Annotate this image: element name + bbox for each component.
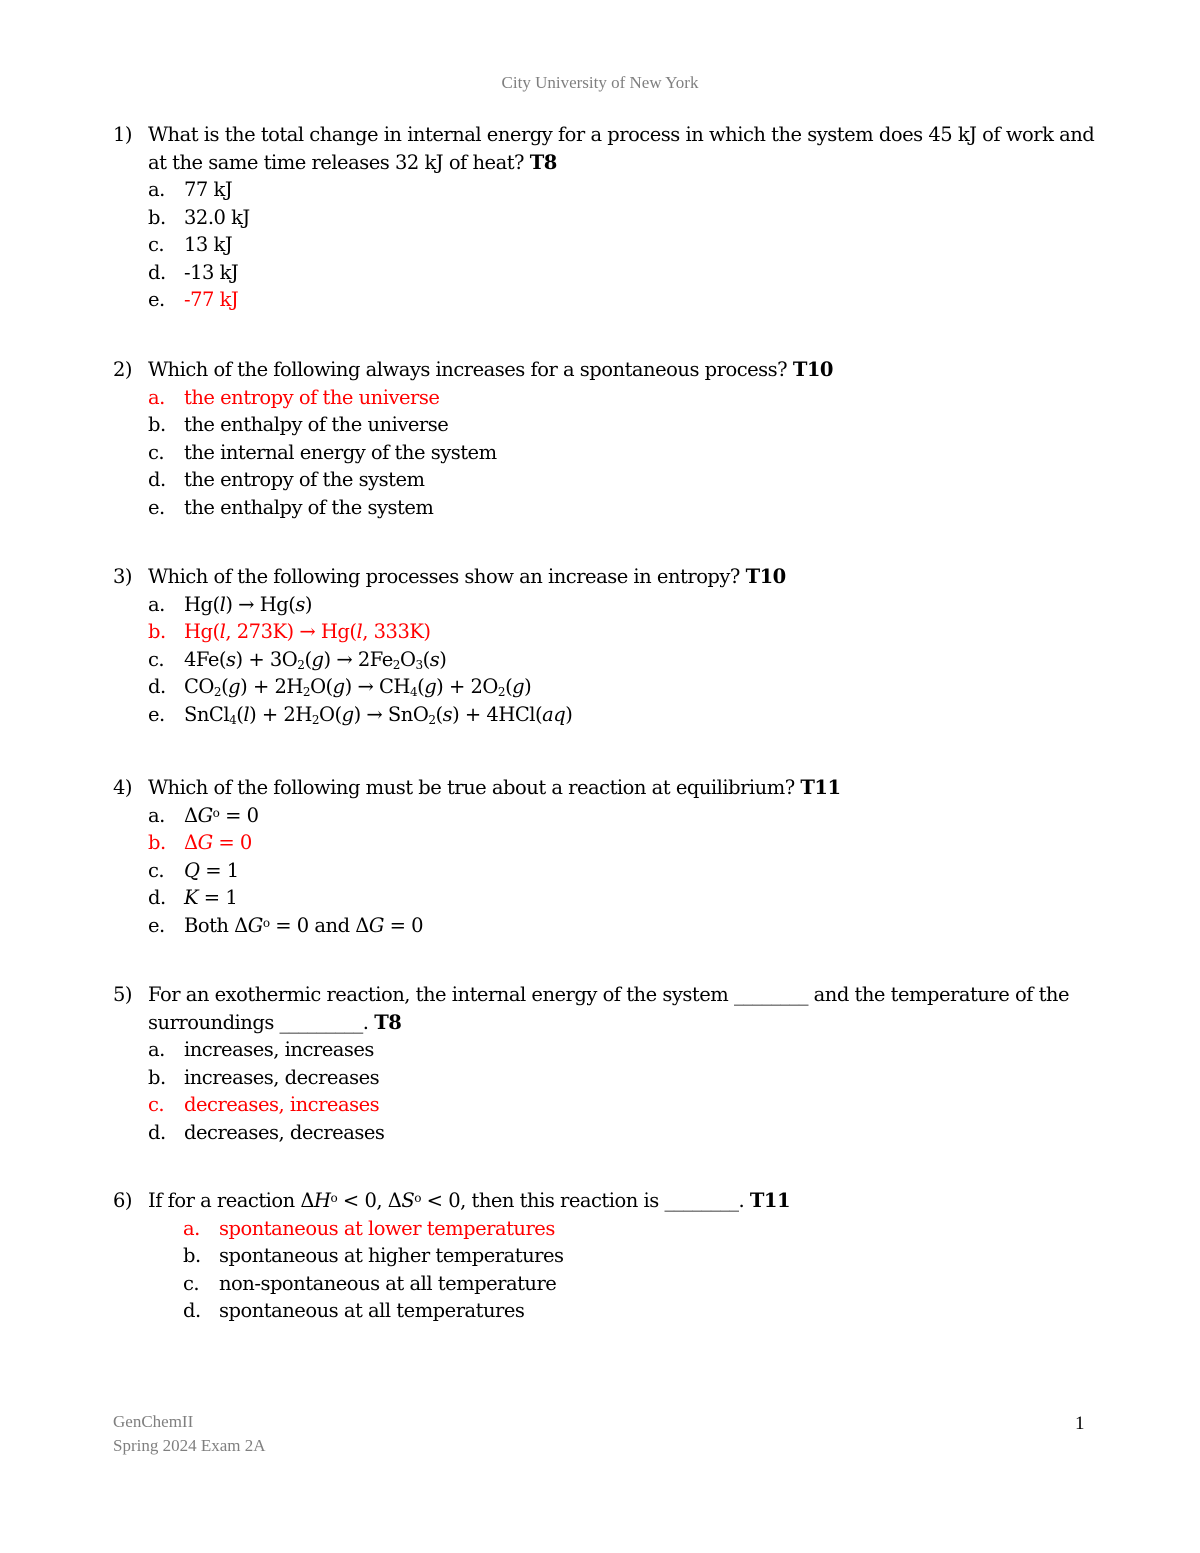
option-b: b. 32.0 kJ: [148, 205, 250, 229]
topic-tag: T10: [792, 358, 833, 381]
option-text: Hg(l) → Hg(s): [184, 592, 312, 616]
topic-tag: T8: [529, 150, 557, 174]
option-c: c. non-spontaneous at all temperature: [183, 1271, 557, 1295]
options-list: [148, 802, 1098, 940]
page-header: City University of New York: [501, 73, 699, 92]
question-number: 3): [113, 565, 133, 588]
question-3: [113, 563, 1098, 728]
option-d: d. spontaneous at all temperatures: [183, 1299, 525, 1322]
option-d: d. K = 1: [148, 886, 238, 909]
option-text: SnCl$_4$(l) + $2H_2O(g) \to SnO_2(s) + 4HCl(aq)$: [184, 702, 573, 727]
option-b: b. the enthalpy of the universe: [148, 413, 449, 436]
question-number: 4): [113, 776, 133, 799]
topic-tag: T11: [800, 776, 841, 799]
option-c-correct: c. decreases, increases: [148, 1093, 380, 1116]
options-list: [148, 1036, 1098, 1146]
option-text: $4Fe(s) + 3O_2(g) \to 2Fe_2O_3(s)$: [184, 647, 447, 672]
option-a: a. 77 kJ: [148, 178, 233, 201]
option-b-correct: b. Hg(l, 273K) → Hg(l, 333K): [148, 618, 1098, 646]
question-number: 1): [113, 123, 133, 146]
option-b-correct: b. ΔG = 0: [148, 831, 252, 854]
option-b: b. increases, decreases: [148, 1065, 380, 1089]
option-c: c. $4Fe(s) + 3O_2(g) \to 2Fe_2O_3(s)$: [148, 647, 447, 672]
page-footer: [113, 1410, 266, 1458]
option-a-correct: a. the entropy of the universe: [148, 385, 440, 409]
option-d: d. -13 kJ: [148, 260, 239, 284]
options-list: [148, 384, 1098, 522]
option-c: c. 13 kJ: [148, 233, 233, 256]
question-text: Which of the following always increases for a spontaneous process? T10: [148, 358, 833, 381]
question-text: Which of the following must be true about a reaction at equilibrium? T11: [148, 776, 841, 799]
question-text: If for a reaction $\Delta H^o < 0$, $\Delta S^o < 0$, then this reaction is ________. T11: [148, 1189, 791, 1212]
question-number: 5): [113, 983, 133, 1006]
options-list: [148, 176, 1098, 314]
question-2: [113, 356, 1098, 521]
option-e-correct: e. -77 kJ: [148, 288, 239, 311]
page-number: 1: [1075, 1413, 1085, 1434]
option-a-correct: a. spontaneous at lower temperatures: [183, 1216, 555, 1240]
question-4: [113, 774, 1098, 939]
topic-tag: T10: [745, 565, 786, 588]
option-a: a. Hg(l) → Hg(s): [148, 591, 1098, 619]
question-text: What is the total change in internal energy for a process in which the system does 45 kJ of work and at the same time releases 32 kJ of heat? T8: [148, 123, 1095, 174]
topic-tag: T8: [374, 1010, 402, 1034]
question-number: 2): [113, 358, 133, 381]
option-d: d. $CO_2(g) + 2H_2O(g) \to CH_4(g) + 2O_2(g)$: [148, 675, 532, 699]
option-text: $CO_2(g) + 2H_2O(g) \to CH_4(g) + 2O_2(g)$: [184, 675, 532, 699]
question-1: [113, 121, 1098, 314]
option-c: c. Q = 1: [148, 858, 239, 882]
option-a: a. $\Delta G^o = 0$: [148, 803, 259, 827]
options-list: [148, 591, 1098, 729]
question-6: [113, 1187, 1098, 1325]
option-c: c. the internal energy of the system: [148, 440, 497, 464]
option-text: Hg(l, 273K) → Hg(l, 333K): [184, 620, 431, 643]
option-e: e. Both $\Delta G^o = 0$ and ΔG = 0: [148, 913, 424, 937]
footer-exam: Spring 2024 Exam 2A: [113, 1436, 266, 1455]
option-d: d. decreases, decreases: [148, 1120, 385, 1144]
option-b: b. spontaneous at higher temperatures: [183, 1244, 564, 1267]
options-list: [183, 1215, 1098, 1325]
footer-course: GenChemII: [113, 1412, 194, 1431]
option-d: d. the entropy of the system: [148, 468, 425, 491]
question-5: [113, 981, 1098, 1146]
option-e: e. SnCl$_4$(l) + $2H_2O(g) \to SnO_2(s) + 4HCl(aq)$: [148, 702, 573, 727]
question-number: 6): [113, 1189, 133, 1212]
topic-tag: T11: [749, 1189, 791, 1212]
option-e: e. the enthalpy of the system: [148, 495, 434, 519]
question-text: For an exothermic reaction, the internal energy of the system ________ and the temperature of the surroundings _________. T8: [148, 983, 1070, 1034]
option-a: a. increases, increases: [148, 1038, 374, 1061]
question-text: Which of the following processes show an increase in entropy? T10: [148, 565, 786, 588]
